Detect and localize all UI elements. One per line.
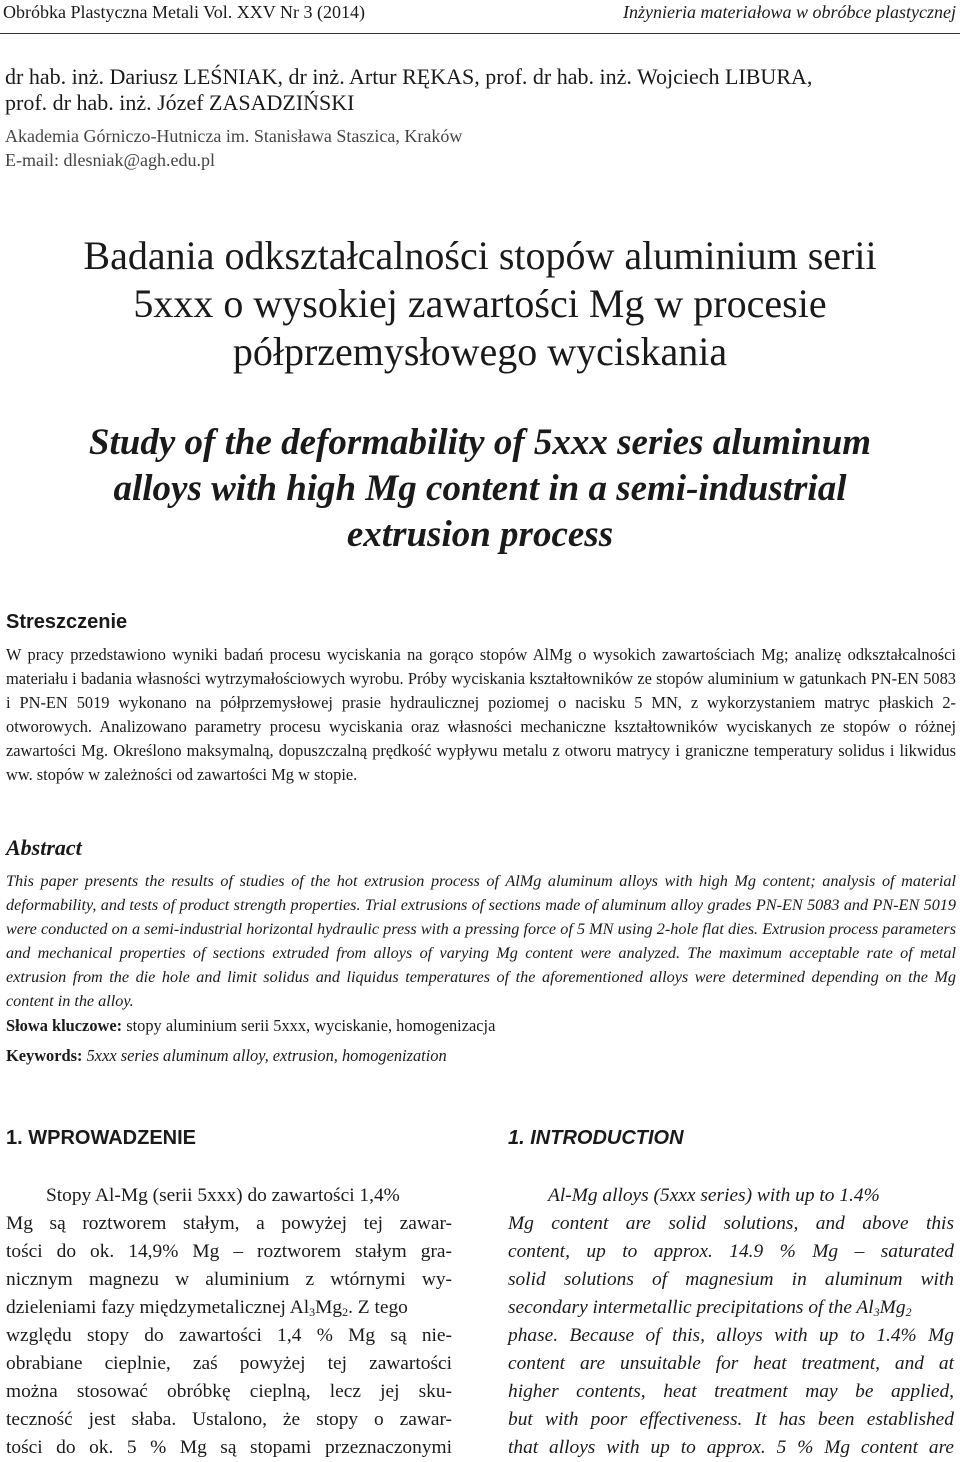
keywords-pl-value: stopy aluminium serii 5xxx, wyciskanie, homogenizacja: [126, 1016, 496, 1035]
intro-pl-heading: 1. WPROWADZENIE: [6, 1127, 197, 1149]
streszczenie-heading: Streszczenie: [6, 611, 128, 633]
keywords-en-label: Keywords:: [6, 1046, 83, 1065]
abstract-heading: Abstract: [6, 835, 82, 860]
title-english: [0, 420, 960, 558]
keywords-pl-label: Słowa kluczowe:: [6, 1016, 123, 1035]
intro-pl-text: [6, 1182, 452, 1462]
affiliation: Akademia Górniczo-Hutnicza im. Stanisława Staszica, Kraków: [5, 126, 463, 146]
intro-pl-line: tości do ok. 14,9% Mg – roztworem stałym gra-: [6, 1241, 452, 1262]
intro-en-line: content are unsuitable for heat treatment, and at: [508, 1353, 954, 1374]
keywords-english: [6, 1046, 447, 1066]
intro-en-line: Al-Mg alloys (5xxx series) with up to 1.4%: [548, 1185, 880, 1206]
affiliation-block: [5, 124, 462, 172]
intro-pl-line: względu stopy do zawartości 1,4 % Mg są nie-: [6, 1325, 452, 1346]
keywords-polish: [6, 1016, 495, 1036]
intro-en-line: higher contents, heat treatment may be applied,: [508, 1381, 954, 1402]
running-header-section: Inżynieria materiałowa w obróbce plastycznej: [623, 2, 956, 22]
intro-pl-line: teczność jest słaba. Ustalono, że stopy o zawar-: [6, 1409, 452, 1430]
intro-en-line: solid solutions of magnesium in aluminum with: [508, 1269, 954, 1290]
intro-en-heading: 1. INTRODUCTION: [508, 1127, 684, 1149]
intro-en-line: but with poor effectiveness. It has been established: [508, 1409, 954, 1430]
intro-pl-line: Mg są roztworem stałym, a powyżej tej zawar-: [6, 1213, 452, 1234]
authors-line-1: dr hab. inż. Dariusz LEŚNIAK, dr inż. Artur RĘKAS, prof. dr hab. inż. Wojciech LIBURA,: [5, 64, 813, 89]
authors-block: [5, 64, 905, 116]
intro-pl-line: dzieleniami fazy międzymetalicznej $Al_3Mg_2$. Z tego: [6, 1297, 408, 1319]
intro-pl-line: obrabiane cieplnie, zaś powyżej tej zawartości: [6, 1353, 452, 1374]
intro-en-line: content, up to approx. 14.9 % Mg – saturated: [508, 1241, 954, 1262]
title-polish: [0, 232, 960, 376]
intro-en-line: phase. Because of this, alloys with up to 1.4% Mg: [508, 1325, 954, 1346]
intro-en-line: that alloys with up to approx. 5 % Mg content are: [508, 1437, 954, 1458]
intro-en-line: Mg content are solid solutions, and above this: [508, 1213, 954, 1234]
intro-pl-line: nicznym magnezu w aluminium z wtórnymi wy-: [6, 1269, 452, 1290]
intro-en-line: secondary intermetallic precipitations of the $Al_3Mg_2$: [508, 1297, 912, 1319]
keywords-en-value: 5xxx series aluminum alloy, extrusion, homogenization: [86, 1046, 447, 1065]
abstract-text: This paper presents the results of studies of the hot extrusion process of AlMg aluminum alloys with high Mg content; analysis of material deformability, and tests of product strength properties. Trial extrusions of sections made of aluminum alloy grades PN-EN 5083 and PN-EN 5019 were conducted on a semi-industrial horizontal hydraulic press with a pressing force of 5 MN using 2-hole flat dies. Extrusion process parameters and mechanical properties of sections extruded from alloys of varying Mg content were analyzed. The maximum acceptable rate of metal extrusion from the die hole and limit solidus and liquidus temperatures of the aforementioned alloys were determined depending on the Mg content in the alloy.: [6, 872, 956, 1010]
intro-en-text: [508, 1182, 954, 1462]
intro-pl-line: można stosować obróbkę cieplną, lecz jej sku-: [6, 1381, 452, 1402]
title-pl-line: półprzemysłowego wyciskania: [232, 329, 728, 374]
author-email[interactable]: E-mail: dlesniak@agh.edu.pl: [5, 150, 216, 170]
streszczenie-text: W pracy przedstawiono wyniki badań procesu wyciskania na gorąco stopów AlMg o wysokich zawartościach Mg; analizę odkształcalności materiału i badania własności wytrzymałościowych wyrobu. Próby wyciskania kształtowników ze stopów aluminium w gatunkach PN-EN 5083 i PN-EN 5019 wykonano na półprzemysłowej prasie hydraulicznej poziomej o nacisku 5 MN, z wykorzystaniem matryc płaskich 2-otworowych. Analizowano parametry procesu wyciskania oraz własności mechaniczne kształtowników wyciskanych ze stopów o różnej zawartości Mg. Określono maksymalną, dopuszczalną prędkość wypływu metalu z otworu matrycy i graniczne temperatury solidus i likwidus ww. stopów w zależności od zawartości Mg w stopie.: [6, 645, 956, 784]
title-pl-line: 5xxx o wysokiej zawartości Mg w procesie: [133, 281, 827, 326]
title-en-line: Study of the deformability of 5xxx series aluminum: [88, 422, 872, 463]
header-rule: [0, 33, 960, 34]
intro-pl-line: Stopy Al-Mg (serii 5xxx) do zawartości 1,4%: [46, 1185, 400, 1206]
intro-pl-line: tości do ok. 5 % Mg są stopami przeznaczonymi: [6, 1437, 452, 1458]
authors-line-2: prof. dr hab. inż. Józef ZASADZIŃSKI: [5, 90, 355, 115]
running-header-journal: Obróbka Plastyczna Metali Vol. XXV Nr 3 (2014): [3, 2, 365, 22]
title-en-line: alloys with high Mg content in a semi-industrial: [113, 468, 847, 509]
title-pl-line: Badania odkształcalności stopów aluminium serii: [83, 233, 877, 278]
title-en-line: extrusion process: [346, 514, 614, 555]
